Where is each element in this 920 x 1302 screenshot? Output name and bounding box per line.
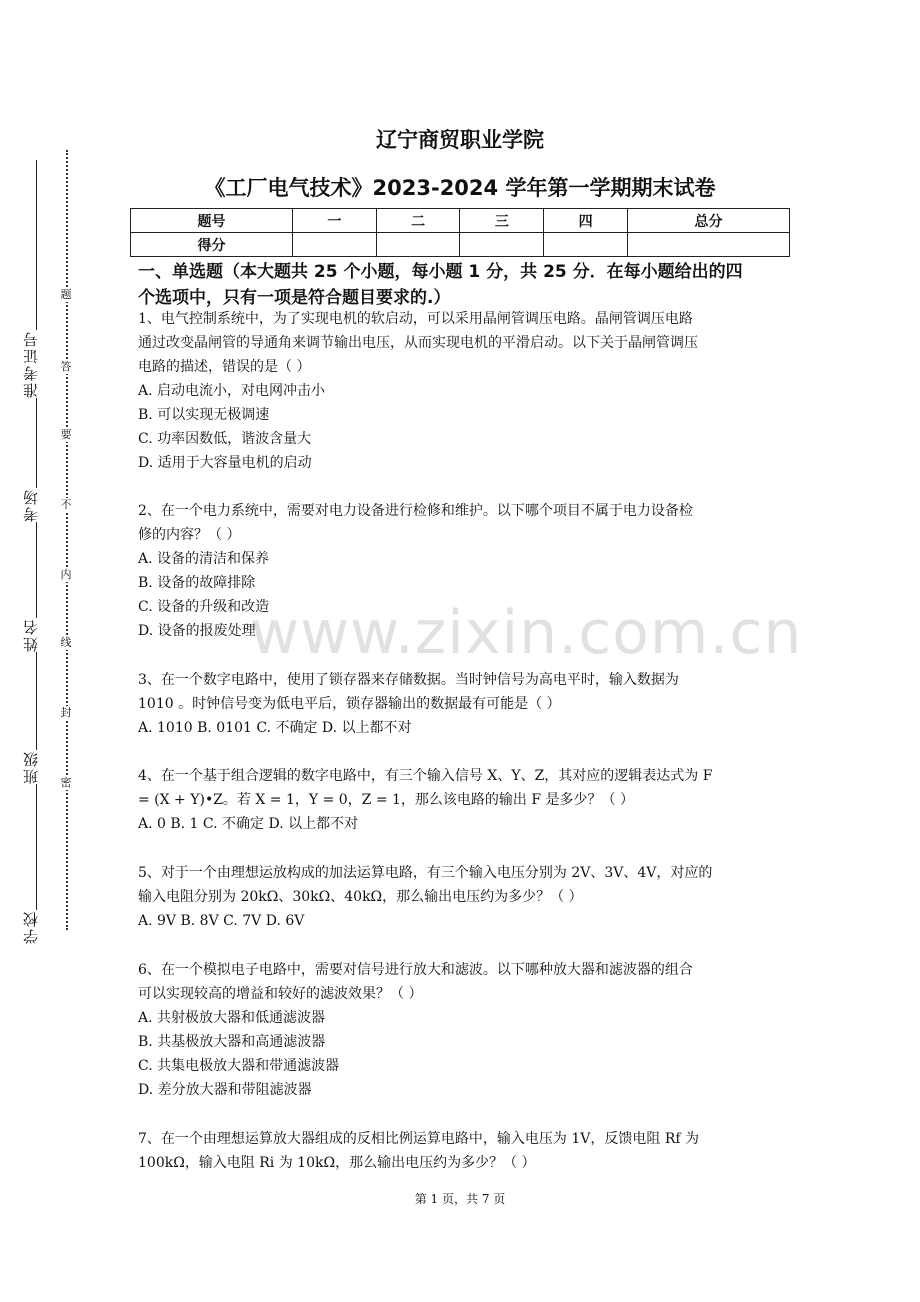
seal-char: 不 bbox=[58, 498, 74, 512]
option-b: B. 共基极放大器和高通滤波器 bbox=[138, 1034, 326, 1050]
question-4 bbox=[138, 764, 794, 836]
option-a: A. 启动电流小，对电网冲击小 bbox=[138, 383, 326, 399]
option-b: B. 可以实现无极调速 bbox=[138, 407, 270, 423]
question-text-line: 通过改变晶闸管的导通角来调节输出电压，从而实现电机的平滑启动。以下关于晶闸管调压 bbox=[138, 335, 698, 351]
option-d: D. 差分放大器和带阻滤波器 bbox=[138, 1082, 312, 1098]
question-text-line: 5、对于一个由理想运放构成的加法运算电路，有三个输入电压分别为 2V、3V、4V，对应的 bbox=[138, 865, 713, 881]
option-c: C. 设备的升级和改造 bbox=[138, 599, 270, 615]
watermark: www.zixin.com.cn bbox=[250, 598, 803, 668]
score-table-header-cell: 四 bbox=[544, 209, 628, 233]
name-label: 姓名 bbox=[21, 618, 40, 652]
score-table bbox=[130, 208, 790, 257]
question-text-line: 100kΩ，输入电阻 Ri 为 10kΩ，那么输出电压约为多少？（ ） bbox=[138, 1155, 536, 1171]
score-cell[interactable] bbox=[544, 233, 628, 257]
question-text-line: 可以实现较高的增益和较好的滤波效果？（ ） bbox=[138, 986, 423, 1002]
question-text-line: 修的内容？（ ） bbox=[138, 527, 241, 543]
seal-char: 封 bbox=[58, 706, 74, 720]
question-text-line: 7、在一个由理想运算放大器组成的反相比例运算电路中，输入电压为 1V，反馈电阻 Rf 为 bbox=[138, 1131, 699, 1147]
option-d: D. 适用于大容量电机的启动 bbox=[138, 455, 312, 471]
option-a: A. 共射极放大器和低通滤波器 bbox=[138, 1010, 326, 1026]
score-table-header-cell: 题号 bbox=[131, 209, 293, 233]
score-table-score-row bbox=[131, 233, 790, 257]
page-footer: 第 1 页，共 7 页 bbox=[414, 1192, 506, 1206]
score-cell[interactable] bbox=[460, 233, 544, 257]
school-title: 辽宁商贸职业学院 bbox=[376, 128, 544, 152]
options-line: A. 9V B. 8V C. 7V D. 6V bbox=[138, 913, 305, 929]
options-line: A. 0 B. 1 C. 不确定 D. 以上都不对 bbox=[138, 816, 359, 832]
score-table-header-row bbox=[131, 209, 790, 233]
question-text-line: 4、在一个基于组合逻辑的数字电路中，有三个输入信号 X、Y、Z，其对应的逻辑表达式为 F bbox=[138, 768, 713, 784]
question-3 bbox=[138, 668, 794, 740]
score-table-header-cell: 三 bbox=[460, 209, 544, 233]
score-cell[interactable] bbox=[376, 233, 460, 257]
score-table-header-cell: 总分 bbox=[628, 209, 790, 233]
exam-room-label: 考场 bbox=[21, 488, 40, 522]
admission-number-field bbox=[10, 330, 50, 398]
exam-room-field bbox=[10, 488, 50, 522]
exam-title: 《工厂电气技术》2023-2024 学年第一学期期末试卷 bbox=[204, 176, 716, 200]
question-5 bbox=[138, 861, 794, 933]
school-field bbox=[10, 910, 50, 944]
question-text-line: = (X + Y)•Z。若 X = 1，Y = 0，Z = 1，那么该电路的输出 F 是多少？（ ） bbox=[138, 792, 634, 808]
question-text-line: 6、在一个模拟电子电路中，需要对信号进行放大和滤波。以下哪种放大器和滤波器的组合 bbox=[138, 962, 693, 978]
option-b: B. 设备的故障排除 bbox=[138, 575, 256, 591]
score-row-label: 得分 bbox=[131, 233, 293, 257]
seal-char: 答 bbox=[58, 360, 74, 374]
section-heading-line: 个选项中，只有一项是符合题目要求的.） bbox=[138, 288, 451, 308]
admission-number-label: 准考证号 bbox=[21, 330, 40, 398]
section-heading bbox=[138, 259, 798, 311]
score-cell[interactable] bbox=[292, 233, 376, 257]
name-field bbox=[10, 618, 50, 652]
option-d: D. 设备的报废处理 bbox=[138, 623, 256, 639]
seal-char: 密 bbox=[58, 776, 74, 790]
class-label: 班级 bbox=[21, 750, 40, 784]
question-text-line: 2、在一个电力系统中，需要对电力设备进行检修和维护。以下哪个项目不属于电力设备检 bbox=[138, 503, 693, 519]
seal-char: 内 bbox=[58, 568, 74, 582]
margin-solid-line bbox=[36, 160, 37, 920]
question-2 bbox=[138, 499, 794, 643]
school-label: 学校 bbox=[21, 910, 40, 944]
score-cell[interactable] bbox=[628, 233, 790, 257]
options-line: A. 1010 B. 0101 C. 不确定 D. 以上都不对 bbox=[138, 720, 412, 736]
question-text-line: 3、在一个数字电路中，使用了锁存器来存储数据。当时钟信号为高电平时，输入数据为 bbox=[138, 672, 679, 688]
option-c: C. 共集电极放大器和带通滤波器 bbox=[138, 1058, 340, 1074]
question-1 bbox=[138, 307, 794, 475]
seal-char: 题 bbox=[58, 288, 74, 302]
question-text-line: 1010 。时钟信号变为低电平后，锁存器输出的数据最有可能是（ ） bbox=[138, 696, 561, 712]
option-a: A. 设备的清洁和保养 bbox=[138, 551, 270, 567]
question-7 bbox=[138, 1127, 794, 1175]
score-table-header-cell: 一 bbox=[292, 209, 376, 233]
section-heading-line: 一、单选题（本大题共 25 个小题，每小题 1 分，共 25 分．在每小题给出的四 bbox=[138, 262, 743, 282]
seal-char: 要 bbox=[58, 428, 74, 442]
class-field bbox=[10, 750, 50, 784]
score-table-header-cell: 二 bbox=[376, 209, 460, 233]
seal-char: 线 bbox=[58, 636, 74, 650]
question-text-line: 1、电气控制系统中，为了实现电机的软启动，可以采用晶闸管调压电路。晶闸管调压电路 bbox=[138, 311, 693, 327]
option-c: C. 功率因数低，谐波含量大 bbox=[138, 431, 312, 447]
seal-dotted-line bbox=[66, 150, 68, 930]
question-6 bbox=[138, 958, 794, 1102]
question-text-line: 输入电阻分别为 20kΩ、30kΩ、40kΩ，那么输出电压约为多少？（ ） bbox=[138, 889, 583, 905]
question-text-line: 电路的描述，错误的是（ ） bbox=[138, 359, 311, 375]
